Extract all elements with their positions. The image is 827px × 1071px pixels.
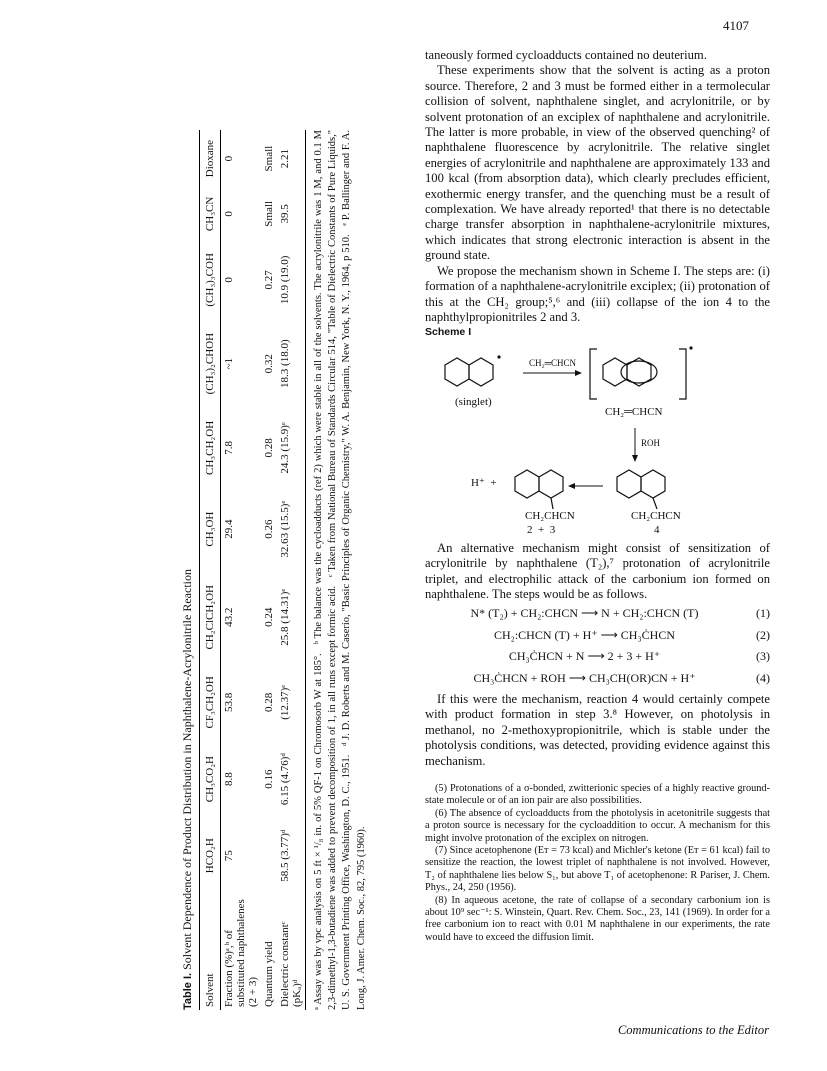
scheme-roh: ROH	[641, 437, 661, 448]
header-cell: CF₃CH₂OH	[200, 664, 221, 741]
scheme-ion-number: 4	[654, 523, 660, 536]
table-note: ᵃ Assay was by vpc analysis on 5 ft × ¹/₈ in. of 5% QF-1 on Chromosorb W at 185°.	[313, 653, 324, 1010]
table-cell: 0.16	[263, 769, 275, 789]
table-label: Table I.	[182, 972, 194, 1010]
table-cell: 29.4	[223, 519, 235, 539]
scheme-singlet: (singlet)	[455, 395, 492, 408]
paragraph: An alternative mechanism might consist of sensitization of acrylonitrile by naphthalene (T₂),⁷ protonation of acrylonitrile triplet, and electrophilic attack of the carbonium ion formed on naphthalene. The steps would be as follows.	[425, 540, 770, 601]
table-cell: 0	[223, 211, 235, 217]
table-cell: 2.21	[277, 130, 306, 187]
equation	[425, 606, 770, 621]
header-cell: CH₃CH₂OH	[200, 408, 221, 487]
footnote: (6) The absence of cycloadducts from the photolysis in acetonitrile suggests that a proton source is necessary for the cycloaddition to occur. A mechanism for this might involve protonation of the exciplex on nitrogen.	[425, 807, 770, 844]
table-cell: Small	[263, 145, 275, 172]
equation-expr: CH₃ĊHCN + ROH ⟶ CH₃CH(OR)CN + H⁺	[473, 670, 696, 685]
table-cell: 32.63 (15.5)ᵉ	[277, 488, 306, 571]
table-cell: 18.3 (18.0)	[277, 319, 306, 408]
table-notes	[312, 130, 369, 1010]
table-cell: 0	[223, 277, 235, 283]
table-cell: 53.8	[223, 692, 235, 712]
table-cell: 0.28	[263, 692, 275, 712]
arrow-head-icon	[575, 370, 582, 376]
equation-number: (1)	[756, 606, 770, 621]
paragraph: These experiments show that the solvent is acting as a proton source. Therefore, 2 and 3 must be formed either in a termolecular collision of solvent, naphthalene singlet, and acrylonitrile, or by solvent protonation of an exciplex of naphthalene and acrylonitrile. The latter is more probable, in view of the observed quenching² of naphthalene fluorescence by acrylonitrile. The relative singlet energies of acrylonitrile and naphthalene are approximately 133 and 100 kcal (from absorption data), which clearly precludes efficient, exothermic energy transfer, and the quenching must be a result of complexation. We have already reported¹ that there is no detectable charge transfer absorption in naphthalene-acrylonitrile mixtures, which indicates that strong electronic interaction is absent in the ground state.	[425, 63, 770, 263]
table-row	[261, 130, 277, 1010]
table-header-row	[200, 130, 221, 1010]
footer-section-title: Communications to the Editor	[617, 1023, 769, 1037]
naphthalene-singlet-icon	[445, 358, 493, 386]
right-column	[425, 48, 770, 944]
header-cell: (CH₃)₃COH	[200, 241, 221, 320]
equation-number: (3)	[756, 649, 770, 664]
header-cell: HCO₂H	[200, 817, 221, 894]
equation	[425, 649, 770, 664]
paragraph: If this were the mechanism, reaction 4 would certainly compete with product formation in step 3.⁸ However, on photolysis in methanol, no 2-methoxypropionitrile, which is stable under the photolysis conditions, was detected, providing evidence against this mechanism.	[425, 691, 770, 768]
arrow-head-icon	[568, 483, 575, 489]
equation	[425, 671, 770, 686]
table-cell: 43.2	[223, 607, 235, 627]
scheme-diagram	[425, 343, 770, 536]
scheme-exciplex-sub: CH₂═CHCN	[605, 405, 663, 418]
scheme-ion-sub: CH₂CHCN	[631, 509, 681, 522]
table-cell: 0.26	[263, 519, 275, 539]
table-cell: 24.3 (15.9)ᵉ	[277, 408, 306, 487]
exciplex-bracket-icon	[590, 349, 686, 399]
table-title-text: Solvent Dependence of Product Distribution in Naphthalene-Acrylonitrile Reaction	[180, 569, 194, 970]
table-cell: 75	[223, 850, 235, 862]
table-cell: 8.8	[223, 772, 235, 786]
equation-list	[425, 606, 770, 686]
table-cell: 7.8	[223, 441, 235, 455]
row-label: Fraction (%)ᵃ,ᵇ of substituted naphthalenes (2 + 3)	[223, 899, 259, 1007]
header-solvent: Solvent	[200, 894, 221, 1010]
data-table	[199, 130, 306, 1010]
table-cell: 0.28	[263, 438, 275, 458]
footnote: (8) In aqueous acetone, the rate of collapse of a secondary carbonium ion is about 10⁹ sec⁻¹: S. Winstein, Quart. Rev. Chem. Soc., 23, 141 (1969). In order for a free carbonium ion to react with 0.01 M naphthalene in our experiments, the rate would have to exceed the diffusion limit.	[425, 894, 770, 943]
footnote: (5) Protonations of a σ-bonded, zwitterionic species of a highly reactive ground-state molecule or of an ion pair are also possibilities.	[425, 783, 770, 807]
table-row	[277, 130, 306, 1010]
equation-expr: CH₃ĊHCN + N ⟶ 2 + 3 + H⁺	[508, 649, 661, 664]
scheme-hplus: H⁺ +	[471, 476, 497, 489]
paragraph: We propose the mechanism shown in Scheme I. The steps are: (i) formation of a naphthalene-acrylonitrile exciplex; (ii) protonation of this at the CH₂ group;⁵,⁶ and (iii) collapse of the ion 4 to the naphthylpropionitriles 2 and 3.	[425, 263, 770, 324]
scheme-svg	[425, 343, 770, 533]
table-zone	[178, 0, 398, 1071]
header-cell: CH₃CN	[200, 187, 221, 240]
header-cell: (CH₃)₂CHOH	[200, 319, 221, 408]
header-cell: CH₃OH	[200, 488, 221, 571]
table-cell: 0	[223, 155, 235, 162]
table-cell: 0.32	[263, 354, 275, 374]
paragraph: taneously formed cycloadducts contained no deuterium.	[425, 48, 707, 62]
table-cell: 39.5	[277, 187, 306, 240]
footnote: (7) Since acetophenone (Eᴛ = 73 kcal) and Michler's ketone (Eᴛ = 61 kcal) fail to sensitize the reaction, the lowest triplet of naphthalene is not involved. However, T₂ of naphthalene lies below S₁, but above T₁ of acetophenone: R Pariser, J. Chem. Phys., 24, 250 (1956).	[425, 845, 770, 894]
equation	[425, 628, 770, 643]
page-number: 4107	[723, 18, 749, 33]
table-cell: 10.9 (19.0)	[277, 241, 306, 320]
table-note: ᶜ Taken from National Bureau of Standards Circular 514, "Table of Dielectric Constants of Pure Liquids," U. S. Government Printing Office, Washington, D. C., 1951.	[327, 130, 353, 1010]
table-cell: ~1	[223, 357, 235, 370]
scheme-label: Scheme I	[425, 326, 472, 339]
row-label: Dielectric constantᶜ (pKₐ)ᵈ	[277, 894, 306, 1010]
table-cell: 6.15 (4.76)ᵈ	[277, 741, 306, 818]
table-cell: 25.8 (14.31)ᵉ	[277, 571, 306, 664]
rotated-table-block	[178, 130, 398, 1010]
table-cell: 0.27	[263, 270, 275, 290]
table-cell	[261, 817, 277, 894]
header-cell: CH₃CO₂H	[200, 741, 221, 818]
table-note: ᵇ The balance was the cycloadducts (ref 2) which were stable in all of the solvents. The acrylonitrile was 1 M, and 0.1 M 2,3-dimethyl-1,3-butadiene was added to prevent decomposition of 1, in all runs except formic acid.	[313, 130, 339, 1010]
ion-structure-icon	[617, 470, 665, 509]
scheme-arrow-label: CH₂═CHCN	[529, 357, 577, 368]
equation-number: (4)	[756, 670, 770, 685]
table-cell: (12.37)ᵉ	[277, 664, 306, 741]
radical-dot-icon	[689, 346, 692, 349]
table-cell: Small	[263, 201, 275, 227]
equation-expr: N* (T₂) + CH₂:CHCN ⟶ N + CH₂:CHCN (T)	[470, 606, 699, 621]
table-note: ᵉ P. Ballinger and F. A. Long, J. Amer. Chem. Soc., 82, 795 (1960).	[341, 129, 367, 1010]
radical-dot-icon	[497, 355, 500, 358]
product-structure-icon	[515, 470, 563, 509]
footnotes	[425, 783, 770, 944]
arrow-head-icon	[632, 455, 638, 462]
scheme-product-sub: CH₂CHCN	[525, 509, 575, 522]
row-label: Quantum yield	[263, 941, 275, 1007]
table-note: ᵈ J. D. Roberts and M. Caserio, "Basic Principles of Organic Chemistry," W. A. Benjamin, New York, N. Y., 1964, p 510.	[341, 234, 353, 746]
equation-expr: CH₂:CHCN (T) + H⁺ ⟶ CH₃ĊHCN	[493, 627, 675, 642]
table-title	[180, 130, 195, 1010]
scheme-product-numbers: 2 + 3	[527, 523, 556, 536]
header-cell: CH₂ClCH₂OH	[200, 571, 221, 664]
table-cell: 58.5 (3.77)ᵈ	[277, 817, 306, 894]
header-cell: Dioxane	[200, 130, 221, 187]
equation-number: (2)	[756, 627, 770, 642]
table-row	[221, 130, 262, 1010]
table-cell: 0.24	[263, 607, 275, 627]
